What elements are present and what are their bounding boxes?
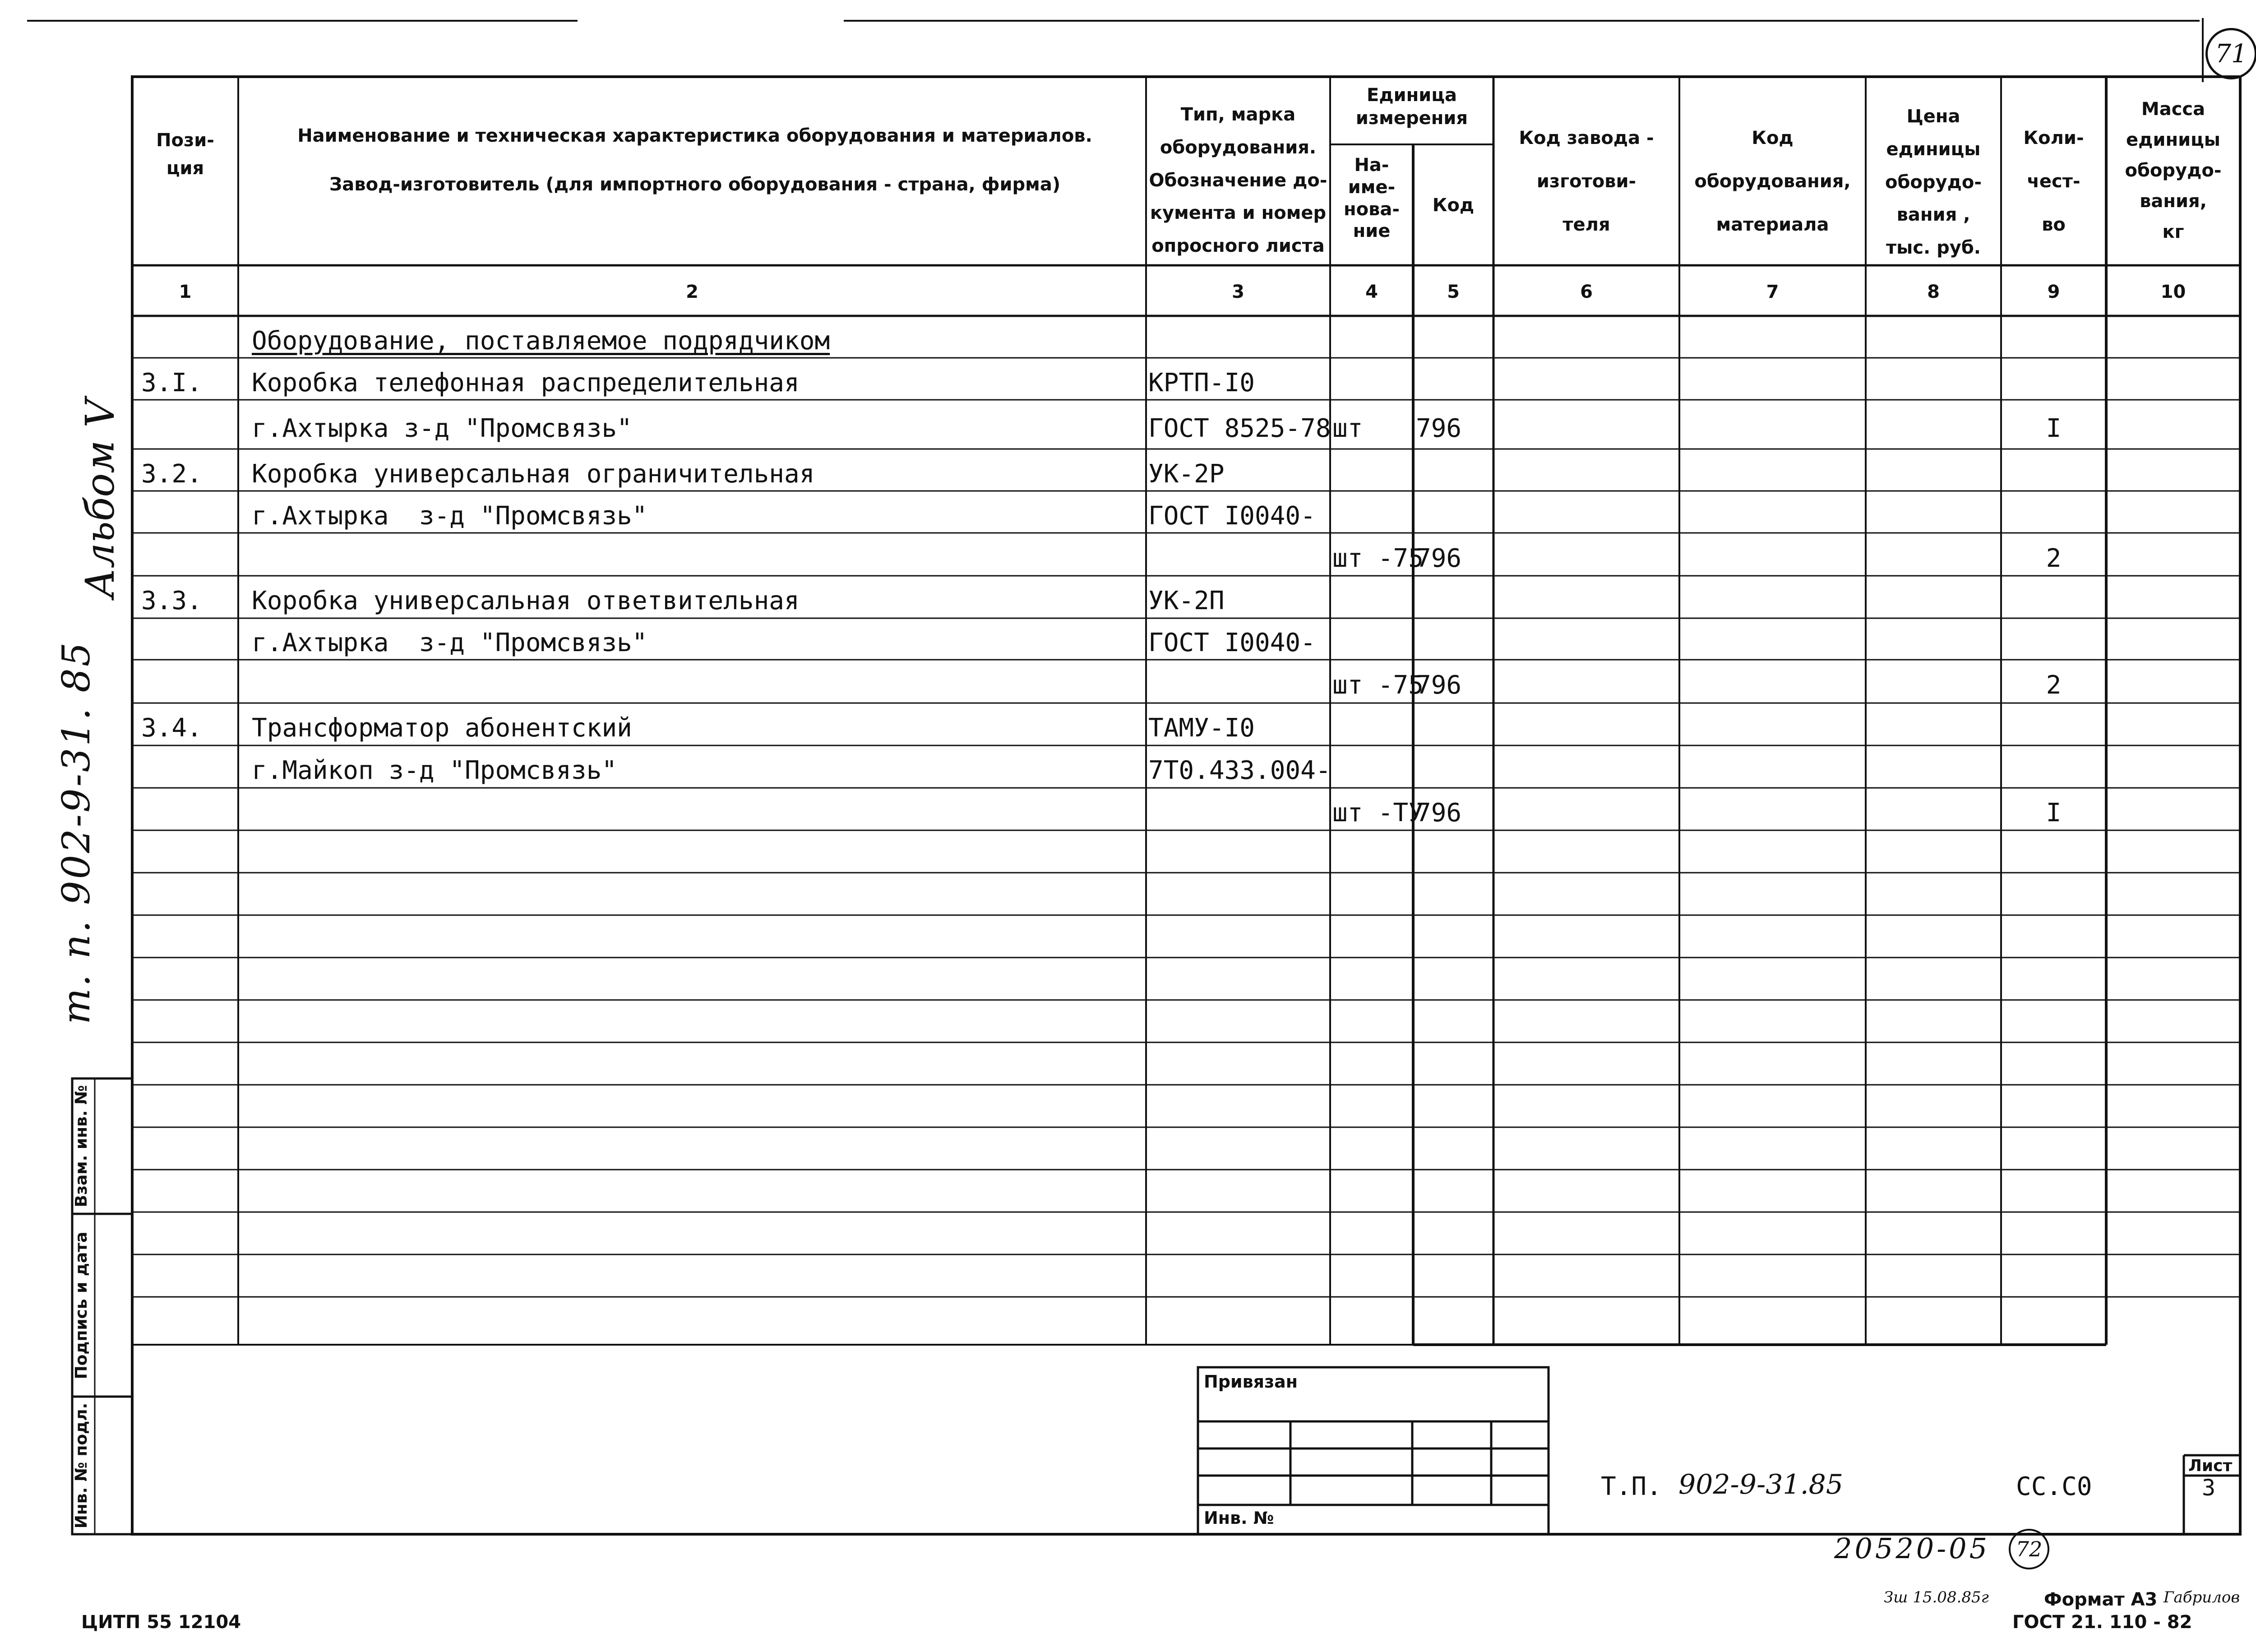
copy-note: Зш 15.08.85г <box>1884 1588 1989 1606</box>
cell-position <box>141 533 238 576</box>
cell-position <box>141 745 238 788</box>
cell-name <box>252 788 1037 830</box>
cell-name: г.Ахтырка з-д "Промсвязь" <box>252 628 647 657</box>
stamp-privyazan: Привязан <box>1204 1372 1298 1392</box>
cell-code <box>1416 618 1493 660</box>
cell-type: УК-2П <box>1148 586 1225 615</box>
colnum-8: 8 <box>1927 282 1940 302</box>
cell-name: г.Ахтырка з-д "Промсвязь" <box>252 501 647 531</box>
cell-type: ГОСТ I0040- <box>1148 501 1316 531</box>
table-row <box>132 788 2240 830</box>
cell-unit <box>1332 745 1411 788</box>
cell-unit: шт <box>1332 544 1363 573</box>
cell-code <box>1416 316 1493 358</box>
cell-code: 796 <box>1416 671 1462 700</box>
cell-quantity: I <box>2046 414 2062 443</box>
cell-code <box>1416 576 1493 618</box>
cell-unit <box>1332 618 1411 660</box>
cell-type: -75 <box>1378 671 1424 700</box>
cell-position <box>141 788 238 830</box>
cell-position <box>141 491 238 533</box>
registration-number: 20520-05 <box>1834 1532 1990 1565</box>
project-label: т. п. 902-9-31. 85 <box>54 640 98 1024</box>
table-row <box>132 703 2240 745</box>
stamp-code: СС.С0 <box>2016 1472 2092 1501</box>
stamp-sheet-label: Лист <box>2188 1457 2233 1475</box>
cell-code <box>1416 745 1493 788</box>
cell-quantity <box>2001 703 2106 745</box>
table-row <box>132 491 2240 533</box>
colnum-10: 10 <box>2160 282 2186 302</box>
cell-quantity <box>2001 618 2106 660</box>
label-sign-date: Подпись и дата <box>72 1231 91 1379</box>
header-type: Тип, марка оборудования. Обозначение до- кумента и номер опросного листа <box>1149 104 1327 257</box>
header-position: Пози- ция <box>156 130 214 179</box>
sign-note: Габрилов <box>2164 1588 2240 1606</box>
cell-name: Коробка телефонная распределительная <box>252 368 800 398</box>
cell-position <box>141 316 238 358</box>
cell-unit: шт <box>1332 798 1363 828</box>
colnum-2: 2 <box>686 282 698 302</box>
cell-code <box>1416 358 1493 400</box>
label-inv-zam: Взам. инв. № <box>72 1085 91 1208</box>
format-label: Формат А3 <box>2044 1589 2158 1610</box>
table-row <box>132 358 2240 400</box>
header-name-line1: Наименование и техническая характеристика оборудования и материалов. <box>297 125 1092 146</box>
table-row <box>132 576 2240 618</box>
cell-code <box>1416 449 1493 491</box>
cell-type: ГОСТ 8525-78 <box>1148 414 1331 443</box>
cell-name <box>252 533 1037 576</box>
cell-unit <box>1332 491 1411 533</box>
gost-label: ГОСТ 21. 110 - 82 <box>2012 1612 2192 1633</box>
cell-name: Коробка универсальная ограничительная <box>252 459 815 489</box>
cell-quantity <box>2001 449 2106 491</box>
album-label: Альбом V <box>77 399 123 598</box>
section-heading: Оборудование, поставляемое подрядчиком <box>252 326 830 356</box>
colnum-5: 5 <box>1447 282 1460 302</box>
cell-type: 7Т0.433.004- <box>1148 756 1331 785</box>
table-row <box>132 618 2240 660</box>
cell-name: Коробка универсальная ответвительная <box>252 586 800 615</box>
cell-code: 796 <box>1416 798 1462 828</box>
colnum-3: 3 <box>1232 282 1244 302</box>
cell-quantity <box>2001 491 2106 533</box>
cell-code <box>1416 491 1493 533</box>
cell-type: УК-2Р <box>1148 459 1225 489</box>
header-mass: Масса единицы оборудо- вания, кг <box>2125 99 2222 242</box>
cell-position: 3.2. <box>141 459 202 489</box>
stamp-sheet-number: 3 <box>2202 1475 2216 1501</box>
table-row <box>132 533 2240 576</box>
cell-unit <box>1332 358 1411 400</box>
cell-position: 3.I. <box>141 368 202 398</box>
header-unit-group: Единица измерения <box>1355 85 1468 129</box>
cell-name: г.Ахтырка з-д "Промсвязь" <box>252 414 632 443</box>
header-quantity: Коли- чест- во <box>2023 128 2084 235</box>
stamp-tp: Т.П. <box>1601 1472 1662 1501</box>
colnum-1: 1 <box>179 282 192 302</box>
cell-unit <box>1332 316 1411 358</box>
colnum-9: 9 <box>2047 282 2060 302</box>
colnum-4: 4 <box>1365 282 1378 302</box>
cell-position <box>141 660 238 703</box>
cell-unit <box>1332 449 1411 491</box>
cell-code: 796 <box>1416 414 1462 443</box>
corner-sheet-mark: 71 <box>2205 28 2256 79</box>
cipt-label: ЦИТП 55 12104 <box>81 1612 241 1633</box>
cell-type: ТАМУ-I0 <box>1148 713 1255 743</box>
stamp-inv-no: Инв. № <box>1204 1508 1274 1528</box>
cell-quantity: 2 <box>2046 671 2062 700</box>
cell-type: -75 <box>1378 544 1424 573</box>
cell-quantity <box>2001 576 2106 618</box>
table-row <box>132 449 2240 491</box>
cell-quantity <box>2001 745 2106 788</box>
cell-name: г.Майкоп з-д "Промсвязь" <box>252 756 617 785</box>
label-inv-podl: Инв. № подл. <box>72 1402 91 1529</box>
cell-unit: шт <box>1332 671 1363 700</box>
header-price: Цена единицы оборудо- вания , тыс. руб. <box>1885 106 1982 259</box>
circled-number: 72 <box>2009 1529 2049 1569</box>
cell-quantity: 2 <box>2046 544 2062 573</box>
cell-type: ГОСТ I0040- <box>1148 628 1316 657</box>
cell-name <box>252 660 1037 703</box>
cell-position <box>141 618 238 660</box>
colnum-6: 6 <box>1580 282 1593 302</box>
cell-code: 796 <box>1416 544 1462 573</box>
stamp-project-number: 902-9-31.85 <box>1678 1469 1844 1500</box>
cell-unit <box>1332 576 1411 618</box>
cell-position: 3.4. <box>141 713 202 743</box>
table-row <box>132 400 2240 449</box>
header-unit-name: На- име- нова- ние <box>1343 155 1400 242</box>
cell-quantity: I <box>2046 798 2062 828</box>
table-row <box>132 660 2240 703</box>
cell-quantity <box>2001 358 2106 400</box>
header-name-line2: Завод-изготовитель (для импортного оборудования - страна, фирма) <box>329 174 1061 195</box>
table-row <box>132 316 2240 358</box>
cell-type: -ТУ <box>1378 798 1424 828</box>
header-equipment-code: Код оборудования, материала <box>1694 128 1851 235</box>
colnum-7: 7 <box>1766 282 1779 302</box>
cell-position <box>141 400 238 449</box>
table-row <box>132 745 2240 788</box>
cell-unit <box>1332 703 1411 745</box>
cell-quantity <box>2001 316 2106 358</box>
header-unit-code: Код <box>1432 195 1475 216</box>
cell-position: 3.3. <box>141 586 202 615</box>
header-manufacturer-code: Код завода - изготови- теля <box>1519 128 1654 235</box>
cell-type: КРТП-I0 <box>1148 368 1255 398</box>
cell-code <box>1416 703 1493 745</box>
cell-unit: шт <box>1332 414 1363 443</box>
cell-name: Трансформатор абонентский <box>252 713 632 743</box>
